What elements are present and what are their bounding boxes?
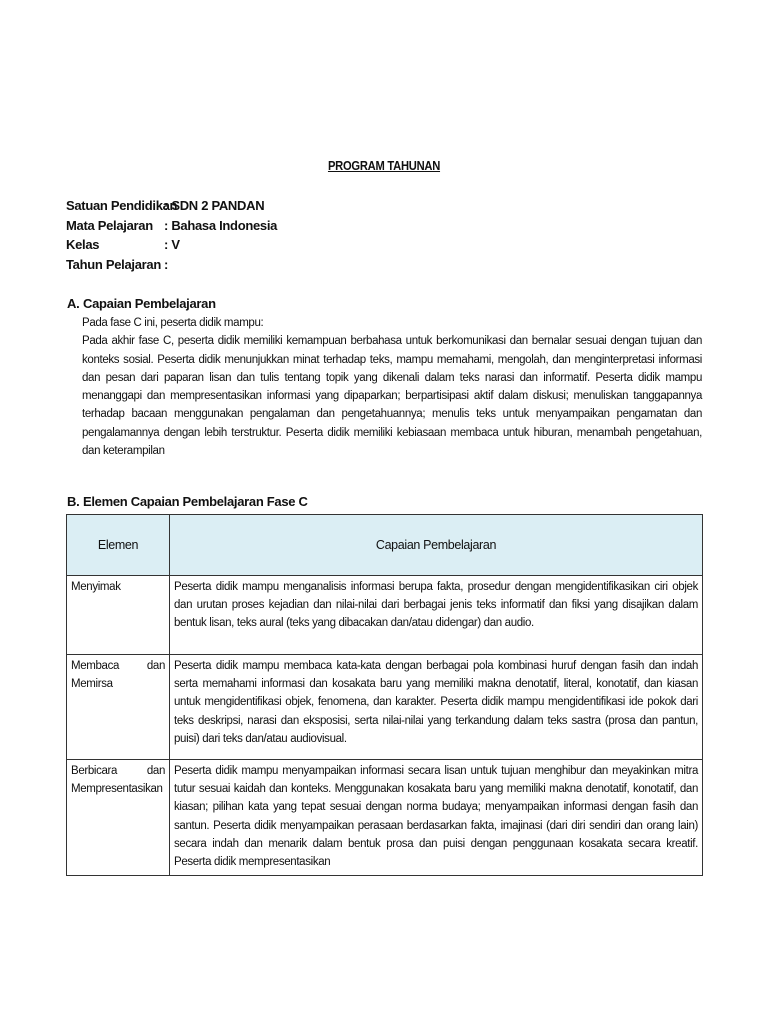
learning-outcomes-table xyxy=(66,514,703,876)
identity-block xyxy=(66,196,277,274)
element-cell: Berbicara dan Mempresentasikan xyxy=(67,760,170,876)
section-b-number: B. xyxy=(67,494,80,509)
meta-row-subject xyxy=(66,216,277,236)
section-a-heading xyxy=(67,296,216,311)
section-a-content xyxy=(82,314,702,460)
meta-value: : Bahasa Indonesia xyxy=(164,217,278,233)
header-outcome: Capaian Pembelajaran xyxy=(170,515,703,576)
section-a-number: A. xyxy=(67,296,80,311)
meta-label: Tahun Pelajaran xyxy=(66,256,161,272)
section-b-heading xyxy=(67,494,308,509)
section-a-intro: Pada fase C ini, peserta didik mampu: xyxy=(82,317,264,329)
meta-value: : SDN 2 PANDAN xyxy=(164,198,265,213)
table-row xyxy=(67,576,703,655)
meta-label: Kelas xyxy=(66,237,100,252)
meta-row-school xyxy=(66,196,277,216)
meta-label: Satuan Pendidikan xyxy=(66,198,178,213)
outcome-cell: Peserta didik mampu menyampaikan informasi secara lisan untuk tujuan menghibur dan meyakinkan mitra tutur sesuai kaidah dan konteks. Menggunakan kosakata baru yang memiliki makna denotatif, konotatif, dan kiasan; pilihan kata yang tepat sesuai dengan norma budaya; menyampaikan informasi dengan fasih dan santun. Peserta didik menyampaikan perasaan berdasarkan fakta, imajinasi (dari diri sendiri dan orang lain) secara indah dan menarik dalam bentuk prosa dan puisi dengan penggunaan kosakata secara kreatif. Peserta didik mempresentasikan xyxy=(170,760,703,876)
meta-value: : xyxy=(164,256,169,272)
section-a-paragraph: Pada akhir fase C, peserta didik memiliki kemampuan berbahasa untuk berkomunikasi dan bernalar sesuai dengan tujuan dan konteks sosial. Peserta didik menunjukkan minat terhadap teks, mampu memahami, mengolah, dan menginterpretasi informasi dan pesan dari paparan lisan dan tulis tentang topik yang dikenali dalam teks narasi dan informatif. Peserta didik mampu menanggapi dan mempresentasikan informasi yang dipaparkan; berpartisipasi aktif dalam diskusi; menuliskan tanggapannya terhadap bacaan menggunakan pengalaman dan pengetahuannya; menulis teks untuk menyampaikan pengamatan dan pengalamannya dengan lebih terstruktur. Peserta didik memiliki kebiasaan membaca untuk hiburan, menambah pengetahuan, dan keterampilan xyxy=(82,335,702,458)
header-element: Elemen xyxy=(67,515,170,576)
table-header-row xyxy=(67,515,703,576)
outcome-cell: Peserta didik mampu membaca kata-kata dengan berbagai pola kombinasi huruf dengan fasih dan indah serta memahami informasi dan kosakata baru yang memiliki makna denotatif, literal, konotatif, dan kiasan untuk mengidentifikasi objek, fenomena, dan karakter. Peserta didik mampu mengidentifikasi ide pokok dari teks deskripsi, narasi dan eksposisi, serta nilai-nilai yang terkandung dalam teks sastra (prosa dan pantun, puisi) dari teks dan/atau audiovisual. xyxy=(170,655,703,760)
document-title: PROGRAM TAHUNAN xyxy=(327,158,441,173)
section-a-title: Capaian Pembelajaran xyxy=(83,296,216,311)
section-b-title: Elemen Capaian Pembelajaran Fase C xyxy=(83,494,308,509)
meta-label: Mata Pelajaran xyxy=(66,217,153,233)
element-cell: Menyimak xyxy=(67,576,170,655)
meta-row-year xyxy=(66,255,277,275)
outcome-cell: Peserta didik mampu menganalisis informasi berupa fakta, prosedur dengan mengidentifikasikan ciri objek dan urutan proses kejadian dan nilai-nilai dari berbagai jenis teks informatif dan fiksi yang disajikan dalam bentuk lisan, teks aural (teks yang dibacakan dan/atau didengar) dan audio. xyxy=(170,576,703,655)
meta-value: : V xyxy=(164,237,180,252)
table-row xyxy=(67,655,703,760)
table-row xyxy=(67,760,703,876)
element-cell: Membaca dan Memirsa xyxy=(67,655,170,760)
meta-row-class xyxy=(66,235,277,255)
